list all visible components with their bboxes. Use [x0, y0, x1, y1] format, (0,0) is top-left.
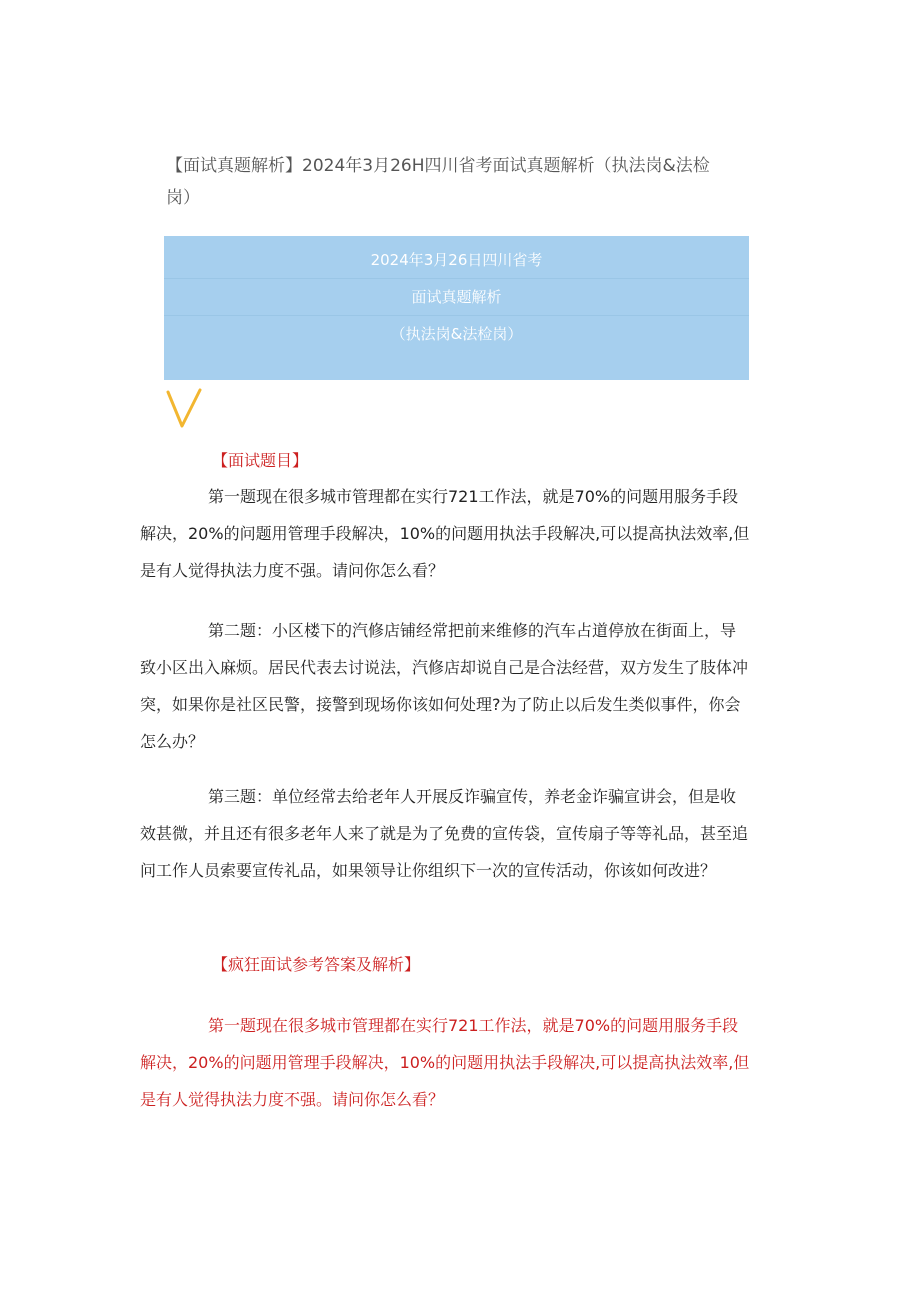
question-2: 第二题：小区楼下的汽修店铺经常把前来维修的汽车占道停放在街面上，导致小区出入麻烦。居民代表去讨说法，汽修店却说自己是合法经营，双方发生了肢体冲突，如果你是社区民警，接警到现场你该如何处理?为了防止以后发生类似事件，你会怎么办？ — [140, 621, 749, 751]
question-1: 第一题现在很多城市管理都在实行721工作法，就是70%的问题用服务手段解决，20%的问题用管理手段解决，10%的问题用执法手段解决,可以提高执法效率,但是有人觉得执法力度不强。请问你怎么看？ — [140, 487, 750, 580]
answers-heading: 【疯狂面试参考答案及解析】 — [212, 955, 421, 974]
banner-line-title: 面试真题解析 — [164, 279, 749, 316]
v-check-mark-icon — [166, 388, 202, 430]
banner-line-date: 2024年3月26日四川省考 — [164, 242, 749, 279]
header-banner — [164, 236, 749, 380]
questions-heading: 【面试题目】 — [212, 451, 309, 470]
document-title: 【面试真题解析】2024年3月26H四川省考面试真题解析（执法岗&法检岗） — [166, 156, 710, 208]
banner-line-subtitle: （执法岗&法检岗） — [390, 325, 523, 343]
answer-1-question: 第一题现在很多城市管理都在实行721工作法，就是70%的问题用服务手段解决，20%的问题用管理手段解决，10%的问题用执法手段解决,可以提高执法效率,但是有人觉得执法力度不强。请问你怎么看？ — [140, 1016, 750, 1109]
question-3: 第三题：单位经常去给老年人开展反诈骗宣传，养老金诈骗宣讲会，但是收效甚微，并且还有很多老年人来了就是为了免费的宣传袋，宣传扇子等等礼品，甚至追问工作人员索要宣传礼品，如果领导让你组织下一次的宣传活动，你该如何改进？ — [140, 787, 749, 880]
